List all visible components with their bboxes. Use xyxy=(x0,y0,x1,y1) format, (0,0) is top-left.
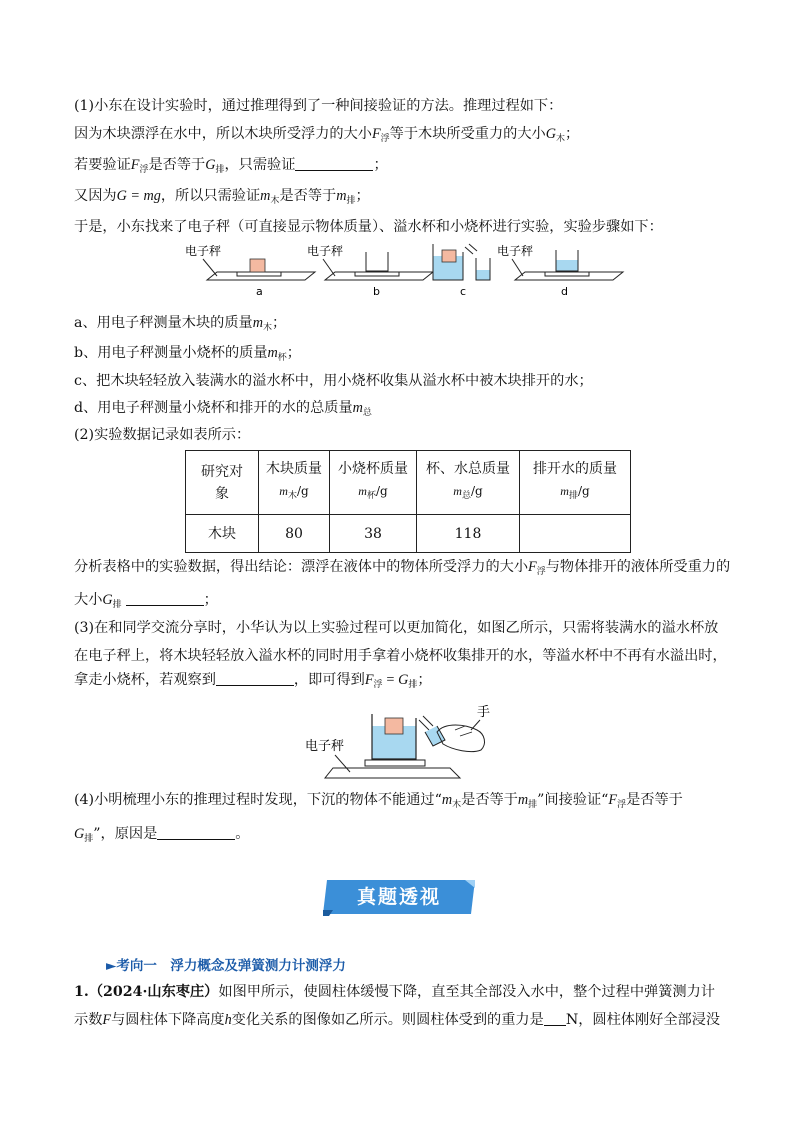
table-cell: 80 xyxy=(259,515,330,553)
answer-blank[interactable] xyxy=(295,156,373,171)
formula-G-wood: $G_木$ xyxy=(545,126,565,143)
text: ； xyxy=(286,345,301,361)
step-a xyxy=(74,313,286,337)
q4-line1 xyxy=(74,790,683,814)
answer-blank[interactable] xyxy=(126,591,204,606)
wood-block xyxy=(250,259,265,272)
text: N，圆柱体刚好全部浸没 xyxy=(565,1012,721,1028)
table-cell: 木块 xyxy=(186,515,259,553)
simplified-experiment-figure xyxy=(305,700,505,782)
formula-G-disp: $G_排$ xyxy=(74,826,94,843)
formula-m-wood: $m_木$ xyxy=(441,792,462,809)
text: 示数 xyxy=(74,1012,103,1028)
text: ，即可得到 xyxy=(293,672,365,688)
formula-G-mg: G = mg xyxy=(116,188,161,204)
table-cell-answer[interactable] xyxy=(520,515,631,553)
text: 是否等于 xyxy=(626,792,683,808)
text: 等于木块所受重力的大小 xyxy=(389,126,546,142)
text: ； xyxy=(203,592,218,608)
table-row xyxy=(186,515,631,553)
table-header-row xyxy=(186,451,631,515)
text: ”，原因是 xyxy=(93,826,158,842)
experiment-steps-figure xyxy=(185,242,625,298)
formula-m-disp: $m_排$ xyxy=(336,188,356,205)
answer-blank[interactable] xyxy=(216,671,294,686)
text: (4)小明梳理小东的推理过程时发现，下沉的物体不能通过“ xyxy=(74,792,442,808)
section-banner xyxy=(323,878,475,916)
q1-intro: (1)小东在设计实验时，通过推理得到了一种间接验证的方法。推理过程如下： xyxy=(74,98,563,114)
header-wood-mass: 木块质量 $m_木/g$ xyxy=(259,451,330,515)
header-displaced-mass: 排开水的质量 $m_排/g$ xyxy=(520,451,631,515)
step-c: c、把木块轻轻放入装满水的溢水杯中，用小烧杯收集从溢水杯中被木块排开的水； xyxy=(74,373,593,389)
problem-1-line1 xyxy=(74,982,715,1002)
var-h: h xyxy=(224,1012,232,1028)
q2-analysis-2 xyxy=(74,590,218,614)
data-table xyxy=(185,450,631,553)
q1-line3 xyxy=(74,155,388,179)
scale-label: 电子秤 xyxy=(497,244,534,258)
banner-title: 真题透视 xyxy=(356,886,441,908)
formula-m-wood: $m_木$ xyxy=(260,188,280,205)
text: 拿走小烧杯，若观察到 xyxy=(74,672,216,688)
text: ； xyxy=(271,315,287,331)
step-b-diagram xyxy=(307,243,433,298)
step-a-diagram xyxy=(185,243,315,298)
wood-block xyxy=(442,250,456,262)
text: 如图甲所示，使圆柱体缓慢下降，直至其全部没入水中，整个过程中弹簧测力计 xyxy=(218,984,715,1000)
formula-G-disp: $G_排$ xyxy=(398,672,418,689)
label-a: a xyxy=(256,285,263,298)
formula-G-disp: $G_排$ xyxy=(102,592,122,609)
text: 因为木块漂浮在水中，所以木块所受浮力的大小 xyxy=(74,126,372,142)
q2-analysis-1 xyxy=(74,557,730,581)
text: 是否等于 xyxy=(148,157,206,173)
problem-1-line2 xyxy=(74,1010,720,1030)
text: 与圆柱体下降高度 xyxy=(111,1012,225,1028)
q3-line2: 在电子秤上，将木块轻轻放入溢水杯的同时用手拿着小烧杯收集排开的水，等溢水杯中不再有水溢出时， xyxy=(74,648,727,664)
answer-blank[interactable] xyxy=(544,1011,566,1026)
header-cup-mass: 小烧杯质量 $m_杯/g$ xyxy=(330,451,417,515)
table-cell: 118 xyxy=(417,515,520,553)
section-heading: ►考向一 浮力概念及弹簧测力计测浮力 xyxy=(106,958,346,974)
step-d-diagram xyxy=(497,243,623,298)
label-c: c xyxy=(460,285,467,298)
scale-label: 电子秤 xyxy=(305,739,345,754)
formula-m-cup: $m_杯$ xyxy=(267,345,287,362)
q3-line1: (3)在和同学交流分享时，小华认为以上实验过程可以更加简化，如图乙所示，只需将装满水的溢水杯放 xyxy=(74,620,719,636)
text: b、用电子秤测量小烧杯的质量 xyxy=(74,345,268,361)
q1-line5: 于是，小东找来了电子秤（可直接显示物体质量）、溢水杯和小烧杯进行实验，实验步骤如下： xyxy=(74,219,663,235)
text: ； xyxy=(564,126,580,142)
scale-label: 电子秤 xyxy=(307,244,344,258)
formula-F-float: $F_浮$ xyxy=(371,126,390,143)
text: 是否等于 xyxy=(461,792,518,808)
q3-line3: 拿走小烧杯，若观察到 ，即可得到$F_浮 = G_排$； xyxy=(74,672,432,689)
formula-F-float: $F_浮$ xyxy=(130,157,149,174)
step-c-diagram xyxy=(433,244,490,298)
header-total-mass: 杯、水总质量 $m_总/g$ xyxy=(417,451,520,515)
formula-F-float: $F_浮$ xyxy=(528,559,546,576)
formula-G-disp: $G_排$ xyxy=(205,157,225,174)
formula-F-float: $F_浮$ xyxy=(364,672,383,689)
var-F: F xyxy=(102,1012,112,1028)
text: ； xyxy=(373,157,388,173)
formula-F-float: $F_浮$ xyxy=(608,792,627,809)
answer-blank[interactable] xyxy=(157,825,235,840)
formula-m-total: $m_总$ xyxy=(352,400,372,417)
text: d、用电子秤测量小烧杯和排开的水的总质量 xyxy=(74,400,353,416)
problem-number: 1. xyxy=(74,984,89,1000)
text: ”间接验证“ xyxy=(537,792,609,808)
scale-label: 电子秤 xyxy=(185,244,222,258)
q2-intro: (2)实验数据记录如表所示： xyxy=(74,427,251,443)
text: 是否等于 xyxy=(279,188,337,204)
problem-source: （2024·山东枣庄） xyxy=(88,984,219,1000)
text: 分析表格中的实验数据，得出结论：漂浮在液体中的物体所受浮力的大小 xyxy=(74,559,529,575)
text: 若要验证 xyxy=(74,157,131,173)
label-b: b xyxy=(373,285,380,298)
text: 变化关系的图像如乙所示。则圆柱体受到的重力是 xyxy=(231,1012,544,1028)
text: 大小 xyxy=(74,592,103,608)
header-subject: 研究对象 xyxy=(186,451,259,515)
text: a、用电子秤测量木块的质量 xyxy=(74,315,253,331)
text: ，所以只需验证 xyxy=(160,188,261,204)
q1-line2 xyxy=(74,124,579,148)
step-b xyxy=(74,343,301,367)
small-beaker xyxy=(366,252,388,271)
label-d: d xyxy=(561,285,568,298)
text: 与物体排开的液体所受重力的 xyxy=(545,559,731,575)
text: ，只需验证 xyxy=(224,157,296,173)
text: 。 xyxy=(235,826,250,842)
step-d xyxy=(74,398,372,422)
table-cell: 38 xyxy=(330,515,417,553)
formula-m-disp: $m_排$ xyxy=(517,792,538,809)
text: ； xyxy=(355,188,370,204)
text: ； xyxy=(417,672,432,688)
text: 又因为 xyxy=(74,188,117,204)
q4-line2 xyxy=(74,824,249,848)
formula-m-wood: $m_木$ xyxy=(252,315,272,332)
wood-block xyxy=(385,718,403,734)
q1-line4 xyxy=(74,186,370,210)
hand-label: 手 xyxy=(477,705,491,720)
electronic-scale xyxy=(325,768,460,778)
